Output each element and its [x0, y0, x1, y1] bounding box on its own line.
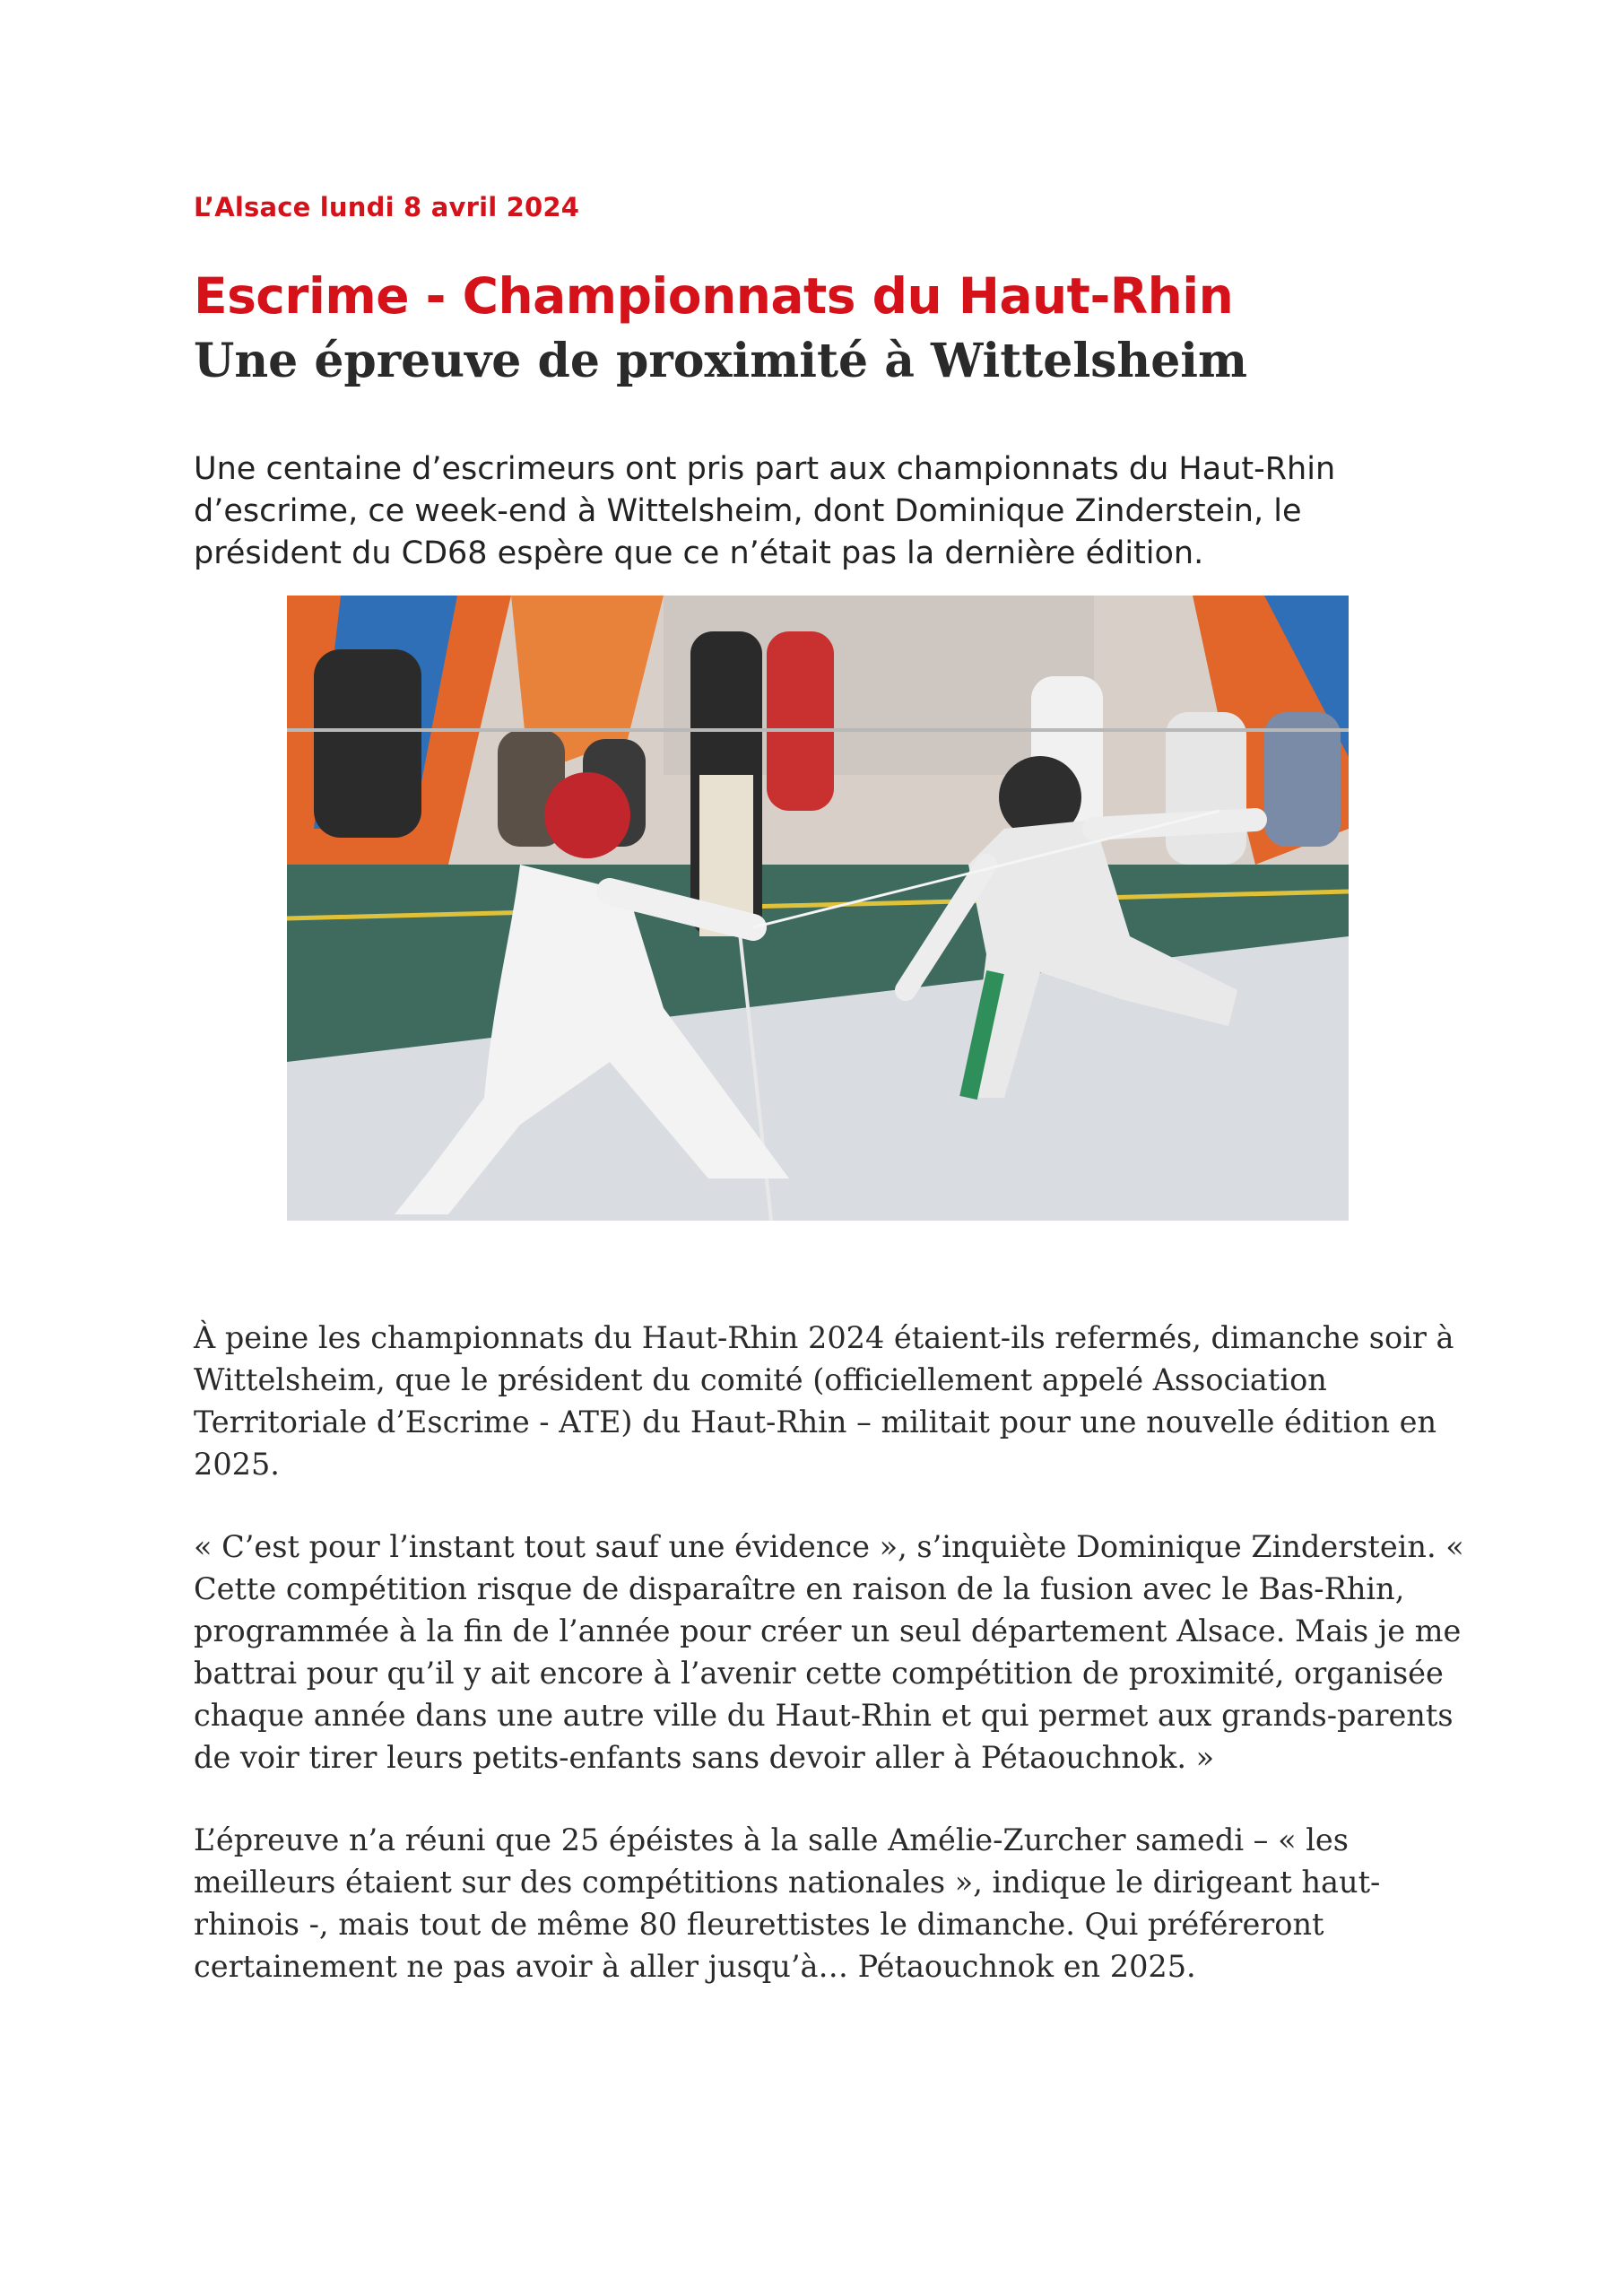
article-paragraph-2: « C’est pour l’instant tout sauf une évidence », s’inquiète Dominique Zinderstein. « Cette compétition risque de disparaître en raison de la fusion avec le Bas-Rhin, programmée à la fin de l’année pour créer un seul département Alsace. Mais je me battrai pour qu’il y ait encore à l’avenir cette compétition de proximité, organisée chaque année dans une autre ville du Haut-Rhin et qui permet aux grands-parents de voir tirer leurs petits-enfants sans devoir aller à Pétaouchnok. »: [194, 1529, 1464, 1775]
article-lead: Une centaine d’escrimeurs ont pris part aux championnats du Haut-Rhin d’escrime, ce week-end à Wittelsheim, dont Dominique Zinderstein, le président du CD68 espère que ce n’était pas la dernière édition.: [194, 451, 1336, 571]
article-headline: Une épreuve de proximité à Wittelsheim: [194, 334, 1248, 388]
article-paragraph-1: À peine les championnats du Haut-Rhin 2024 étaient-ils refermés, dimanche soir à Wittelsheim, que le président du comité (officiellement appelé Association Territoriale d’Escrime - ATE) du Haut-Rhin – militait pour une nouvelle édition en 2025.: [194, 1320, 1454, 1482]
photo-spectator-6: [1166, 712, 1246, 865]
article-kicker: Escrime - Championnats du Haut-Rhin: [194, 267, 1234, 325]
fencing-photo: [287, 596, 1349, 1221]
photo-spectator-4: [767, 631, 834, 811]
dateline: L’Alsace lundi 8 avril 2024: [194, 192, 580, 222]
article-body: [194, 1317, 1467, 2028]
article-paragraph-3: L’épreuve n’a réuni que 25 épéistes à la salle Amélie-Zurcher samedi – « les meilleurs étaient sur des compétitions nationales », indique le dirigeant haut-rhinois -, mais tout de même 80 fleurettistes le dimanche. Qui préféreront certainement ne pas avoir à aller jusqu’à… Pétaouchnok en 2025.: [194, 1822, 1381, 1984]
photo-spectator-7: [1264, 712, 1341, 847]
photo-spectator-1: [314, 649, 421, 838]
photo-fencer-left-mask: [544, 772, 630, 858]
